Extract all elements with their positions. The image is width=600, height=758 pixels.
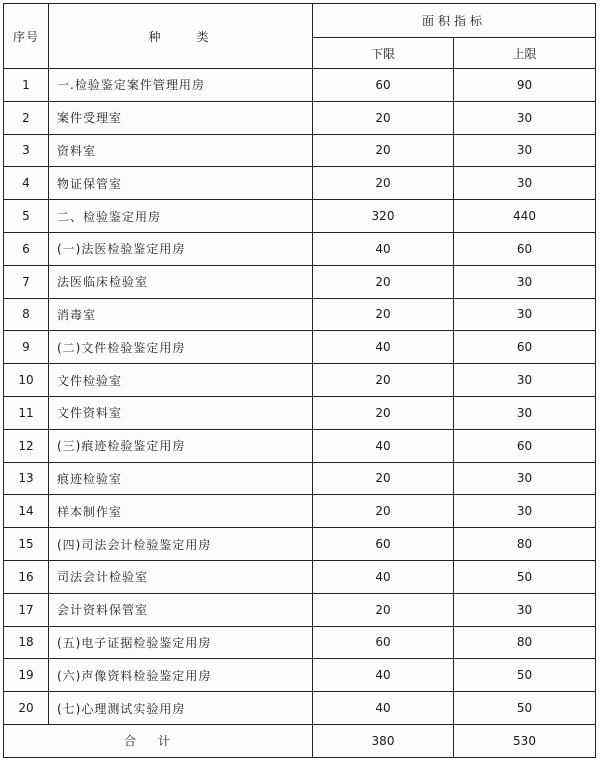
row-serial-number: 15 <box>4 528 49 561</box>
row-serial-number: 6 <box>4 232 49 265</box>
row-serial-number: 18 <box>4 626 49 659</box>
row-lower-limit: 320 <box>313 200 454 233</box>
row-lower-limit: 60 <box>313 69 454 102</box>
row-lower-limit: 20 <box>313 134 454 167</box>
row-serial-number: 13 <box>4 462 49 495</box>
row-upper-limit: 30 <box>454 298 596 331</box>
table-body <box>4 69 596 725</box>
table-row <box>4 593 596 626</box>
table-row <box>4 101 596 134</box>
row-type-name: (七)心理测试实验用房 <box>49 692 313 725</box>
row-type-name: (二)文件检验鉴定用房 <box>49 331 313 364</box>
row-lower-limit: 20 <box>313 101 454 134</box>
table-row <box>4 331 596 364</box>
row-type-name: 样本制作室 <box>49 495 313 528</box>
header-area-index: 面积指标 <box>313 4 596 38</box>
row-type-name: (四)司法会计检验鉴定用房 <box>49 528 313 561</box>
header-serial-number: 序号 <box>4 4 49 69</box>
table-row <box>4 69 596 102</box>
row-type-name: 案件受理室 <box>49 101 313 134</box>
row-type-name: 文件检验室 <box>49 364 313 397</box>
row-upper-limit: 50 <box>454 692 596 725</box>
row-lower-limit: 60 <box>313 528 454 561</box>
row-type-name: 一.检验鉴定案件管理用房 <box>49 69 313 102</box>
row-lower-limit: 20 <box>313 593 454 626</box>
area-standard-table <box>3 3 596 758</box>
row-lower-limit: 20 <box>313 298 454 331</box>
row-type-name: (六)声像资料检验鉴定用房 <box>49 659 313 692</box>
row-lower-limit: 40 <box>313 659 454 692</box>
table-row <box>4 528 596 561</box>
header-upper-limit: 上限 <box>454 38 596 69</box>
row-serial-number: 16 <box>4 560 49 593</box>
table-row <box>4 134 596 167</box>
row-upper-limit: 80 <box>454 528 596 561</box>
row-type-name: (一)法医检验鉴定用房 <box>49 232 313 265</box>
row-lower-limit: 60 <box>313 626 454 659</box>
table-row <box>4 692 596 725</box>
row-upper-limit: 30 <box>454 396 596 429</box>
table-row <box>4 265 596 298</box>
row-lower-limit: 20 <box>313 396 454 429</box>
row-upper-limit: 90 <box>454 69 596 102</box>
row-serial-number: 20 <box>4 692 49 725</box>
row-type-name: 法医临床检验室 <box>49 265 313 298</box>
row-serial-number: 10 <box>4 364 49 397</box>
row-upper-limit: 60 <box>454 232 596 265</box>
row-serial-number: 2 <box>4 101 49 134</box>
header-type: 种 类 <box>49 4 313 69</box>
table-row <box>4 560 596 593</box>
row-upper-limit: 30 <box>454 134 596 167</box>
header-lower-limit: 下限 <box>313 38 454 69</box>
table-row <box>4 200 596 233</box>
row-upper-limit: 50 <box>454 659 596 692</box>
row-serial-number: 11 <box>4 396 49 429</box>
row-upper-limit: 30 <box>454 265 596 298</box>
total-lower: 380 <box>313 724 454 757</box>
row-lower-limit: 20 <box>313 495 454 528</box>
total-row <box>4 724 596 757</box>
row-type-name: 会计资料保管室 <box>49 593 313 626</box>
row-upper-limit: 50 <box>454 560 596 593</box>
table-row <box>4 626 596 659</box>
row-lower-limit: 40 <box>313 692 454 725</box>
total-upper: 530 <box>454 724 596 757</box>
row-type-name: (三)痕迹检验鉴定用房 <box>49 429 313 462</box>
row-upper-limit: 30 <box>454 462 596 495</box>
row-serial-number: 5 <box>4 200 49 233</box>
row-lower-limit: 40 <box>313 429 454 462</box>
row-lower-limit: 40 <box>313 560 454 593</box>
table-header-row <box>4 4 596 38</box>
table-row <box>4 167 596 200</box>
row-type-name: 资料室 <box>49 134 313 167</box>
table-row <box>4 298 596 331</box>
row-lower-limit: 40 <box>313 232 454 265</box>
row-serial-number: 3 <box>4 134 49 167</box>
table-row <box>4 462 596 495</box>
row-lower-limit: 20 <box>313 167 454 200</box>
row-lower-limit: 40 <box>313 331 454 364</box>
row-serial-number: 7 <box>4 265 49 298</box>
row-type-name: 痕迹检验室 <box>49 462 313 495</box>
row-type-name: 文件资料室 <box>49 396 313 429</box>
row-upper-limit: 30 <box>454 101 596 134</box>
row-upper-limit: 30 <box>454 593 596 626</box>
row-lower-limit: 20 <box>313 462 454 495</box>
row-serial-number: 17 <box>4 593 49 626</box>
table-row <box>4 364 596 397</box>
row-type-name: 消毒室 <box>49 298 313 331</box>
row-upper-limit: 60 <box>454 429 596 462</box>
row-serial-number: 1 <box>4 69 49 102</box>
row-type-name: 二、检验鉴定用房 <box>49 200 313 233</box>
table-row <box>4 429 596 462</box>
row-serial-number: 14 <box>4 495 49 528</box>
row-type-name: (五)电子证据检验鉴定用房 <box>49 626 313 659</box>
table-row <box>4 232 596 265</box>
table-row <box>4 495 596 528</box>
row-serial-number: 19 <box>4 659 49 692</box>
row-serial-number: 8 <box>4 298 49 331</box>
row-upper-limit: 60 <box>454 331 596 364</box>
table-row <box>4 659 596 692</box>
row-upper-limit: 30 <box>454 495 596 528</box>
row-serial-number: 4 <box>4 167 49 200</box>
row-serial-number: 9 <box>4 331 49 364</box>
row-lower-limit: 20 <box>313 265 454 298</box>
row-upper-limit: 30 <box>454 167 596 200</box>
row-upper-limit: 30 <box>454 364 596 397</box>
row-type-name: 物证保管室 <box>49 167 313 200</box>
row-serial-number: 12 <box>4 429 49 462</box>
row-upper-limit: 80 <box>454 626 596 659</box>
row-type-name: 司法会计检验室 <box>49 560 313 593</box>
table-row <box>4 396 596 429</box>
row-upper-limit: 440 <box>454 200 596 233</box>
total-label: 合计 <box>4 724 313 757</box>
row-lower-limit: 20 <box>313 364 454 397</box>
